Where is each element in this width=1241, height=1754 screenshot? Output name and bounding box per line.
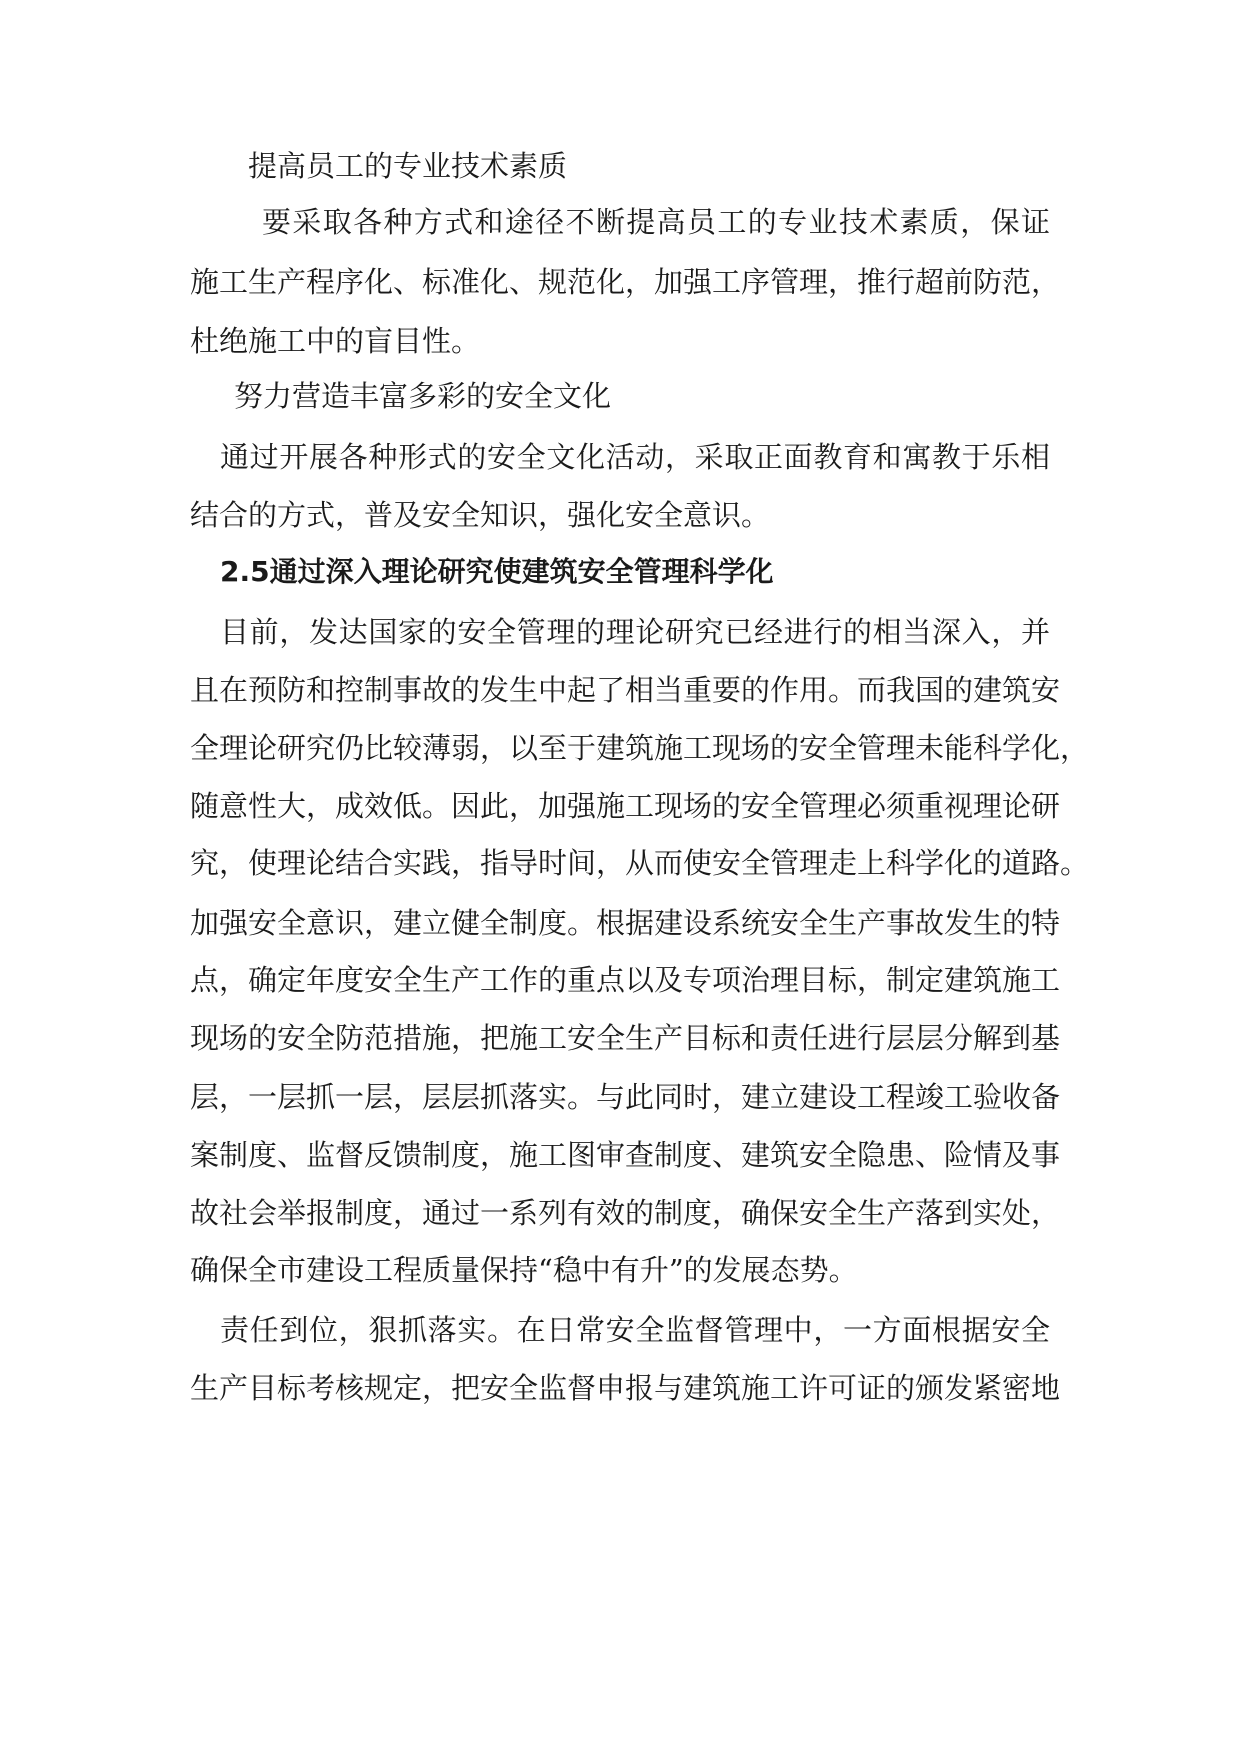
paragraph-line: 责任到位，狠抓落实。在日常安全监督管理中，一方面根据安全 [220,1313,1050,1347]
sub-heading-staff-quality: 提高员工的专业技术素质 [248,149,568,183]
paragraph-line: 全理论研究仍比较薄弱，以至于建筑施工现场的安全管理未能科学化， [190,731,1090,765]
paragraph-line: 生产目标考核规定，把安全监督申报与建筑施工许可证的颁发紧密地 [190,1371,1061,1405]
paragraph-line: 随意性大，成效低。因此，加强施工现场的安全管理必须重视理论研 [190,789,1061,823]
paragraph-line: 故社会举报制度，通过一系列有效的制度，确保安全生产落到实处， [190,1196,1061,1230]
sub-heading-safety-culture: 努力营造丰富多彩的安全文化 [234,379,612,413]
paragraph-line: 结合的方式，普及安全知识，强化安全意识。 [190,498,771,532]
paragraph-line: 究，使理论结合实践，指导时间，从而使安全管理走上科学化的道路。 [190,846,1090,880]
paragraph-line: 现场的安全防范措施，把施工安全生产目标和责任进行层层分解到基 [190,1021,1061,1055]
section-heading-2-5: 2.5通过深入理论研究使建筑安全管理科学化 [220,555,774,588]
paragraph-line: 且在预防和控制事故的发生中起了相当重要的作用。而我国的建筑安 [190,673,1061,707]
paragraph-line: 要采取各种方式和途径不断提高员工的专业技术素质，保证 [262,205,1050,239]
paragraph-line: 案制度、监督反馈制度，施工图审查制度、建筑安全隐患、险情及事 [190,1138,1061,1172]
paragraph-line: 杜绝施工中的盲目性。 [190,324,481,358]
paragraph-line: 施工生产程序化、标准化、规范化，加强工序管理，推行超前防范， [190,265,1061,299]
paragraph-line: 通过开展各种形式的安全文化活动，采取正面教育和寓教于乐相 [220,440,1050,474]
paragraph-line: 点，确定年度安全生产工作的重点以及专项治理目标，制定建筑施工 [190,963,1061,997]
paragraph-line: 加强安全意识，建立健全制度。根据建设系统安全生产事故发生的特 [190,906,1061,940]
paragraph-line: 目前，发达国家的安全管理的理论研究已经进行的相当深入，并 [220,615,1050,649]
paragraph-line: 确保全市建设工程质量保持“稳中有升”的发展态势。 [190,1253,858,1287]
paragraph-line: 层，一层抓一层，层层抓落实。与此同时，建立建设工程竣工验收备 [190,1080,1061,1114]
